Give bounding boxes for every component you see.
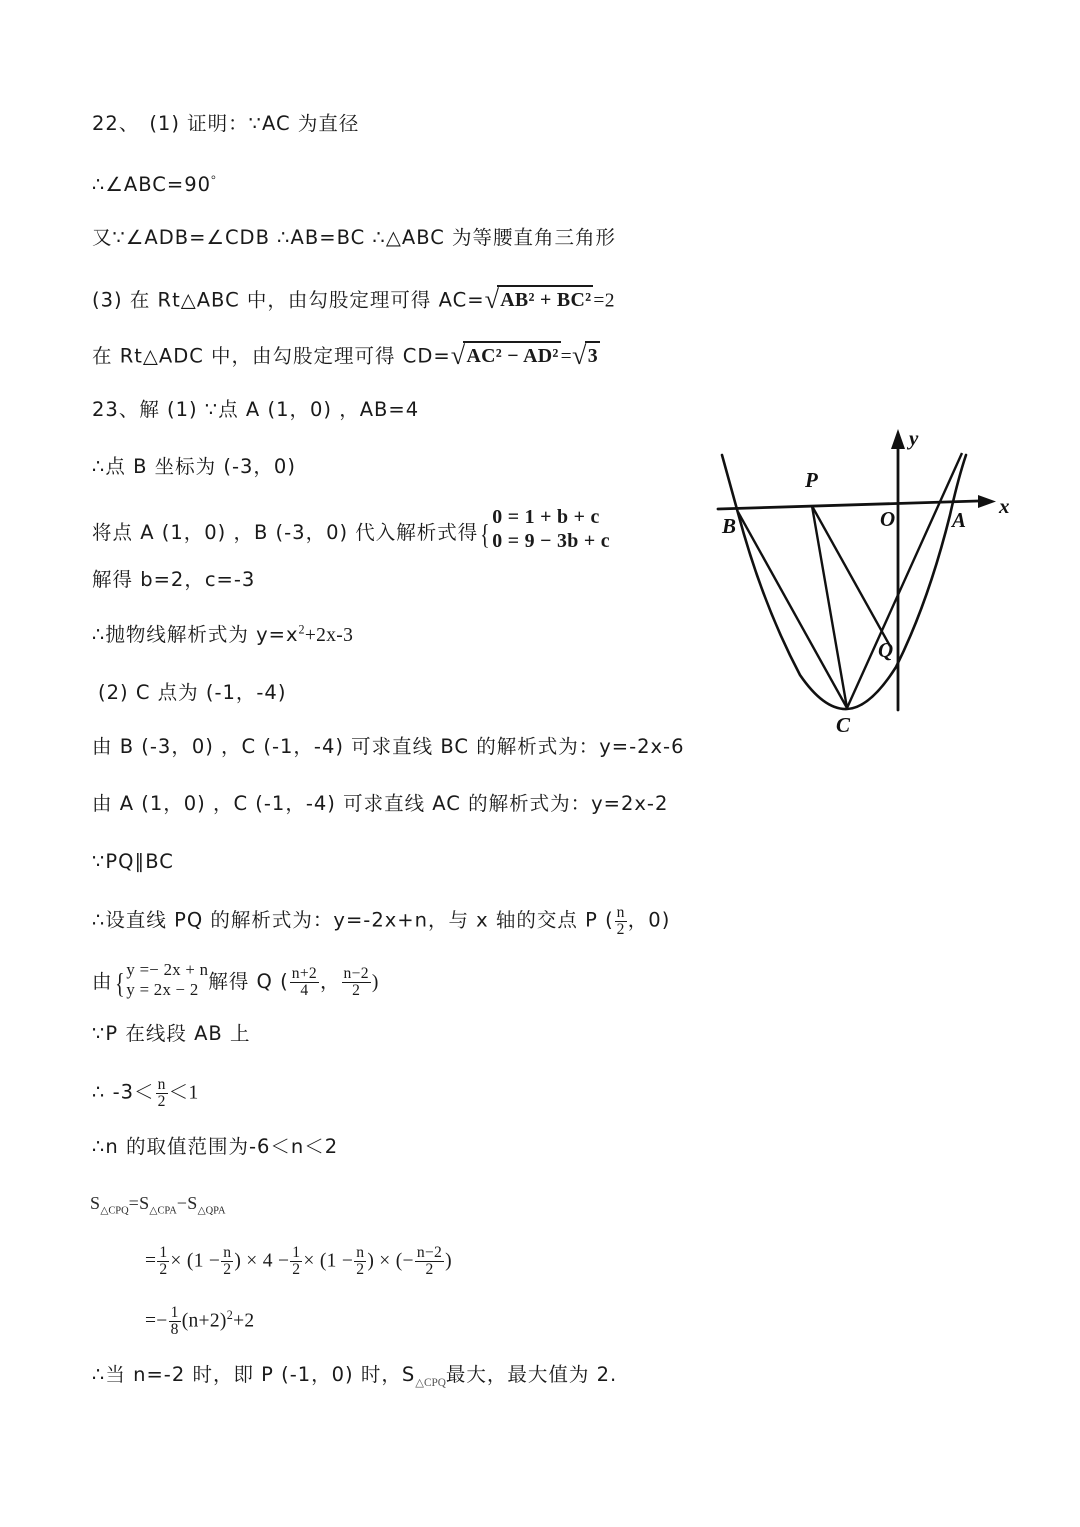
problem-22-line-2 bbox=[92, 173, 216, 198]
fraction-n-over-2-a: $\frac{n}{2}$ bbox=[223, 1244, 232, 1278]
problem-23-line-9 bbox=[92, 850, 174, 875]
p-on-segment-ab: ∵P 在线段 AB 上 bbox=[92, 1022, 251, 1045]
fraction-n-minus-2-over-2: $\frac{n-2}{2}$ bbox=[343, 965, 369, 1000]
problem-23-line-7 bbox=[92, 735, 685, 760]
fraction-1-over-2-a: $\frac{1}{2}$ bbox=[159, 1244, 168, 1278]
max-value-text-pre: ∴当 n=-2 时，即 P (-1，0) 时，S bbox=[92, 1363, 416, 1386]
point-c-coordinate: (2) C 点为 (-1，-4) bbox=[98, 681, 287, 704]
problem-23-line-1 bbox=[92, 398, 419, 423]
system-brace-icon: { bbox=[480, 520, 491, 551]
problem-23-line-16 bbox=[145, 1245, 452, 1278]
fraction-1-over-2-b: $\frac{1}{2}$ bbox=[292, 1244, 301, 1278]
y-axis-label: y bbox=[909, 426, 919, 450]
problem-23-line-17 bbox=[145, 1305, 254, 1338]
simplified-constant: +2 bbox=[233, 1310, 255, 1332]
problem-23-given: 23、解 (1) ∵点 A (1，0) ，AB=4 bbox=[92, 398, 420, 421]
problem-22-statement-1: (1) 证明：∵AC 为直径 bbox=[149, 112, 360, 135]
parabola-equation-tail: +2x-3 bbox=[304, 625, 354, 646]
pythagorean-adc-text: 在 Rt△ADC 中，由勾股定理可得 CD= bbox=[92, 344, 451, 368]
area-calc-equals: = bbox=[145, 1250, 157, 1272]
ac-value: =2 bbox=[593, 290, 615, 312]
point-label-a: A bbox=[952, 508, 967, 532]
problem-22-line-4 bbox=[92, 284, 615, 317]
problem-23-line-6 bbox=[98, 681, 286, 706]
pythagorean-abc-text: (3) 在 Rt△ABC 中，由勾股定理可得 AC= bbox=[92, 288, 485, 312]
radical-sign-icon: √ bbox=[571, 341, 587, 370]
problem-23-line-13 bbox=[92, 1077, 199, 1110]
max-area-subscript: △CPQ bbox=[415, 1376, 446, 1389]
point-b-coordinate: ∴点 B 坐标为 (-3，0) bbox=[92, 455, 296, 478]
problem-23-line-5 bbox=[92, 623, 353, 648]
line-ac-equation: 由 A (1，0) ，C (-1，-4) 可求直线 AC 的解析式为：y=2x-2 bbox=[92, 792, 669, 815]
line-pq-equation-text: ∴设直线 PQ 的解析式为：y=-2x+n，与 x 轴的交点 P ( bbox=[92, 908, 614, 932]
problem-23-line-10 bbox=[92, 905, 670, 938]
substitute-text: 将点 A (1，0) ，B (-3，0) 代入解析式得 bbox=[92, 520, 479, 544]
segment-ac bbox=[847, 453, 962, 708]
problem-22-line-1 bbox=[92, 112, 359, 137]
area-subscript-cpa: △CPA bbox=[149, 1205, 177, 1217]
line-bc-equation: 由 B (-3，0) ，C (-1，-4) 可求直线 BC 的解析式为：y=-2x-6 bbox=[92, 735, 685, 758]
origin-label: O bbox=[880, 507, 896, 531]
area-calc-term-2: ) × 4 − bbox=[234, 1250, 290, 1272]
equation-system-2 bbox=[126, 960, 208, 1000]
binomial-exponent: 2 bbox=[226, 1307, 234, 1322]
area-calc-term-3: × (1 − bbox=[303, 1250, 354, 1272]
area-symbol-1: S bbox=[90, 1193, 101, 1213]
radical-sign-icon: √ bbox=[484, 285, 500, 314]
x-axis-label: x bbox=[999, 494, 1010, 518]
area-equals: =S bbox=[128, 1193, 150, 1213]
inequality-left: ∴ -3＜ bbox=[92, 1080, 155, 1104]
sqrt-ac2-ad2: √AC² − AD² bbox=[451, 340, 561, 373]
simplified-equals: =− bbox=[145, 1310, 168, 1332]
system2-equation-2: y = 2x − 2 bbox=[126, 979, 199, 999]
point-label-p: P bbox=[805, 468, 818, 492]
problem-23-line-15 bbox=[90, 1192, 226, 1215]
point-label-c: C bbox=[836, 713, 851, 737]
problem-23-line-18 bbox=[92, 1363, 617, 1388]
problem-23-line-11 bbox=[92, 960, 379, 1002]
fraction-n-plus-2-over-4: $\frac{n+2}{4}$ bbox=[291, 965, 318, 1000]
problem-23-line-8 bbox=[92, 792, 668, 817]
y-axis-arrow bbox=[891, 429, 905, 449]
n-range: ∴n 的取值范围为-6＜n＜2 bbox=[92, 1135, 339, 1158]
fraction-n-over-2-ineq: $\frac{n}{2}$ bbox=[157, 1076, 166, 1110]
system-brace-icon: { bbox=[114, 968, 125, 1000]
fraction-n-over-2-b: $\frac{n}{2}$ bbox=[356, 1244, 365, 1278]
point-label-b: B bbox=[722, 514, 737, 538]
parabola-diagram bbox=[700, 405, 1030, 765]
problem-23-line-4 bbox=[92, 568, 255, 593]
sqrt-ab2-bc2: √AB² + BC² bbox=[485, 284, 594, 317]
pq-parallel-bc: ∵PQ∥BC bbox=[92, 850, 174, 873]
sqrt-3: √3 bbox=[572, 340, 600, 373]
area-calc-term-5: ) bbox=[445, 1250, 452, 1272]
simplified-binomial: (n+2) bbox=[181, 1310, 227, 1332]
system2-equation-1: y =− 2x + n bbox=[126, 960, 209, 979]
system-equation-1: 0 = 1 + b + c bbox=[492, 506, 600, 528]
parabola-equation-text: ∴抛物线解析式为 y=x bbox=[92, 623, 299, 646]
max-value-text-post: 最大，最大值为 2. bbox=[445, 1363, 618, 1386]
area-subscript-qpa: △QPA bbox=[197, 1205, 226, 1217]
parabola-curve bbox=[722, 455, 966, 709]
coordinate-comma: ， bbox=[320, 969, 341, 993]
cd-equals: = bbox=[560, 346, 572, 368]
area-minus: −S bbox=[176, 1193, 198, 1213]
solve-q-text: 解得 Q ( bbox=[208, 969, 289, 993]
problem-22-line-3 bbox=[92, 226, 616, 251]
x-axis-arrow bbox=[978, 495, 996, 508]
q-coordinate-close: ) bbox=[371, 971, 379, 993]
fraction-n-over-2: $\frac{n}{2}$ bbox=[616, 904, 625, 938]
area-subscript-cpq: △CPQ bbox=[100, 1205, 129, 1217]
degree-symbol: ° bbox=[211, 172, 217, 187]
inequality-right: ＜1 bbox=[168, 1082, 199, 1104]
point-p-coordinate-tail: ，0) bbox=[627, 908, 671, 932]
solved-bc-values: 解得 b=2，c=-3 bbox=[92, 568, 256, 591]
fraction-n-minus-2-over-2-b: $\frac{n-2}{2}$ bbox=[416, 1244, 443, 1278]
isosceles-right-triangle-statement: 又∵∠ADB=∠CDB ∴AB=BC ∴△ABC 为等腰直角三角形 bbox=[92, 226, 617, 249]
area-calc-term-1: × (1 − bbox=[170, 1250, 221, 1272]
equation-system-1 bbox=[492, 505, 610, 554]
fraction-1-over-8: $\frac{1}{8}$ bbox=[170, 1304, 179, 1338]
point-label-q: Q bbox=[878, 638, 894, 662]
problem-23-line-2 bbox=[92, 455, 296, 480]
from-text: 由 bbox=[92, 969, 113, 993]
problem-22-number: 22、 bbox=[92, 112, 140, 135]
x-squared-exponent: 2 bbox=[298, 622, 305, 637]
problem-23-line-12 bbox=[92, 1022, 250, 1047]
angle-abc-equation: ∴∠ABC=90 bbox=[92, 173, 212, 196]
area-calc-term-4: ) × (− bbox=[367, 1250, 414, 1272]
problem-23-line-14 bbox=[92, 1135, 338, 1160]
problem-22-line-5 bbox=[92, 340, 600, 373]
problem-23-line-3 bbox=[92, 505, 610, 554]
radical-sign-icon: √ bbox=[450, 341, 466, 370]
system-equation-2: 0 = 9 − 3b + c bbox=[492, 530, 610, 553]
